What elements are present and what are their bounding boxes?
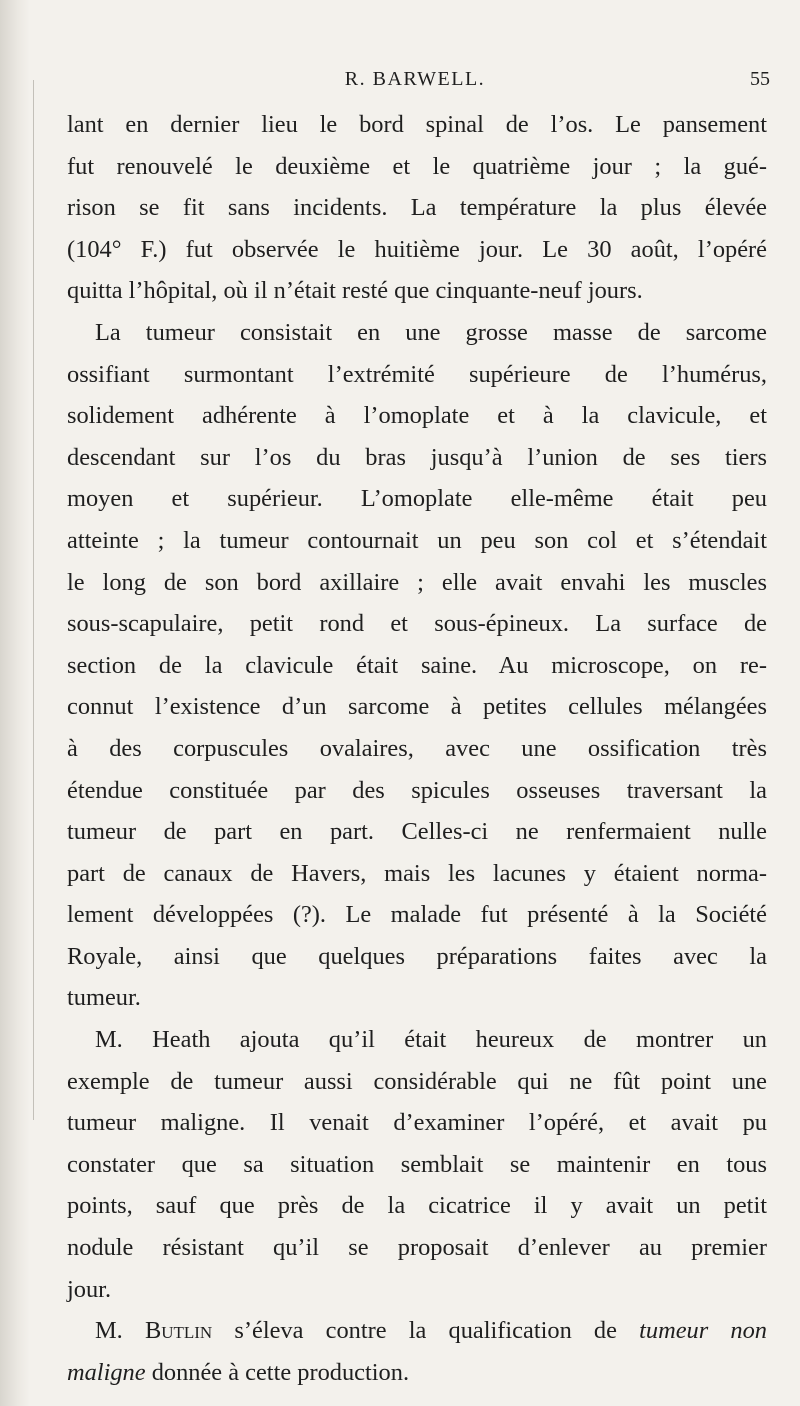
text-line: descendant sur l’os du bras jusqu’à l’union de ses tiers [67,443,767,471]
text-line: lement développées (?). Le malade fut présenté à la Société [67,901,767,929]
final-para-prefix: M. [95,1317,145,1345]
body-text [67,104,767,1393]
final-para-middle: s’éleva contre la qualification de [212,1317,640,1345]
text-line: atteinte ; la tumeur contournait un peu son col et s’étendait [67,526,767,554]
text-line: points, sauf que près de la cicatrice il y avait un petit [67,1192,767,1220]
text-line: La tumeur consistait en une grosse masse de sarcome [95,318,767,346]
text-line: fut renouvelé le deuxième et le quatrième jour ; la gué- [67,152,767,180]
text-line: étendue constituée par des spicules osseuses traversant la [67,776,767,804]
text-line: section de la clavicule était saine. Au microscope, on re- [67,651,767,679]
page-number: 55 [750,68,770,90]
text-line: à des corpuscules ovalaires, avec une ossification très [67,734,767,762]
final-paragraph-line-2 [67,1352,767,1394]
text-line: rison se fit sans incidents. La température la plus élevée [67,194,767,222]
text-line: sous-scapulaire, petit rond et sous-épineux. La surface de [67,610,767,638]
page-binding-shadow [0,0,30,1406]
italic-phrase-1: tumeur non [639,1317,767,1345]
text-line: connut l’existence d’un sarcome à petites cellules mélangées [67,693,767,721]
text-line: jour. [67,1275,112,1303]
italic-phrase-2: maligne [67,1358,146,1386]
text-line: lant en dernier lieu le bord spinal de l’os. Le pansement [67,111,767,138]
text-line: tumeur de part en part. Celles-ci ne renfermaient nulle [67,818,767,846]
running-head [60,68,770,98]
text-line: moyen et supérieur. L’omoplate elle-même était peu [67,485,767,513]
text-line: nodule résistant qu’il se proposait d’enlever au premier [67,1234,767,1262]
text-line: exemple de tumeur aussi considérable qui ne fût point une [67,1067,767,1095]
text-line: tumeur. [67,984,141,1012]
running-title: R. BARWELL. [344,68,486,90]
text-line: Royale, ainsi que quelques préparations faites avec la [67,942,767,970]
text-line: constater que sa situation semblait se maintenir en tous [67,1150,767,1178]
final-para-end: donnée à cette production. [145,1358,410,1386]
text-line: part de canaux de Havers, mais les lacunes y étaient norma- [67,859,767,887]
final-paragraph-line-1 [67,1310,767,1352]
text-line: ossifiant surmontant l’extrémité supérieure de l’humérus, [67,360,767,388]
text-line: M. Heath ajouta qu’il était heureux de montrer un [95,1026,767,1054]
text-line: quitta l’hôpital, où il n’était resté que cinquante-neuf jours. [67,277,643,305]
page-binding-line [33,80,34,1120]
author-name-butlin: Butlin [144,1317,213,1345]
text-line: le long de son bord axillaire ; elle avait envahi les muscles [67,568,767,596]
text-line: solidement adhérente à l’omoplate et à la clavicule, et [67,402,767,430]
text-line: tumeur maligne. Il venait d’examiner l’opéré, et avait pu [67,1109,767,1137]
text-line: (104° F.) fut observée le huitième jour. Le 30 août, l’opéré [67,235,767,263]
